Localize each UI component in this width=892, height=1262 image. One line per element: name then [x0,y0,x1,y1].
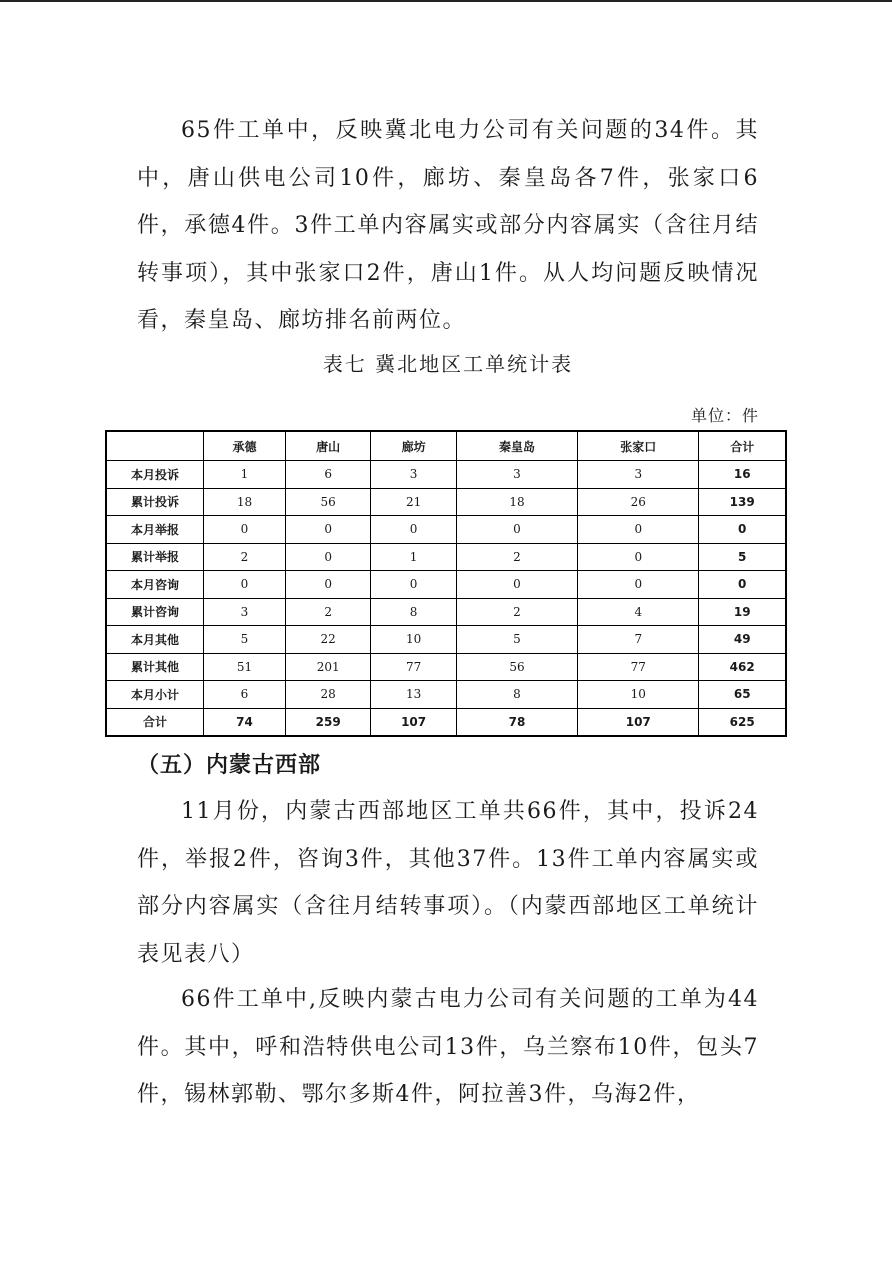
table-row [106,626,786,654]
table-cell: 201 [285,653,370,681]
table-cell: 10 [371,626,456,654]
table-cell: 0 [371,571,456,599]
table-cell: 3 [578,461,699,489]
table-cell: 13 [371,681,456,709]
table-cell: 259 [285,708,370,736]
table-cell: 74 [204,708,286,736]
table-cell: 6 [204,681,286,709]
table-cell: 2 [456,543,577,571]
header-cell-tangshan: 唐山 [285,431,370,461]
row-label: 本月小计 [106,681,204,709]
table-sum-row [106,708,786,736]
section-heading: （五）内蒙古西部 [137,753,322,778]
table-cell: 77 [371,653,456,681]
table-cell: 0 [456,516,577,544]
row-label: 累计咨询 [106,598,204,626]
row-total-cell: 0 [699,516,786,544]
header-cell-chengde: 承德 [204,431,286,461]
row-label: 合计 [106,708,204,736]
row-label: 本月投诉 [106,461,204,489]
row-label: 本月其他 [106,626,204,654]
row-total-cell: 65 [699,681,786,709]
table-cell: 5 [456,626,577,654]
table-cell: 21 [371,488,456,516]
table-header-row [106,431,786,461]
table-cell: 3 [371,461,456,489]
row-total-cell: 5 [699,543,786,571]
table-cell: 2 [285,598,370,626]
table-row [106,488,786,516]
table-cell: 1 [204,461,286,489]
table-cell: 6 [285,461,370,489]
table-cell: 56 [285,488,370,516]
table-cell: 56 [456,653,577,681]
row-label: 累计投诉 [106,488,204,516]
table-cell: 2 [204,543,286,571]
table-row [106,598,786,626]
table-cell: 0 [578,516,699,544]
table-row [106,653,786,681]
header-cell-langfang: 廊坊 [371,431,456,461]
header-cell-zhangjiakou: 张家口 [578,431,699,461]
table-row [106,571,786,599]
paragraph-neimeng-detail: 66件工单中,反映内蒙古电力公司有关问题的工单为44件。其中，呼和浩特供电公司13件，乌兰察布10件，包头7件，锡林郭勒、鄂尔多斯4件，阿拉善3件，乌海2件， [137,987,759,1107]
table-row [106,461,786,489]
table-cell: 0 [456,571,577,599]
table-cell: 0 [371,516,456,544]
table-cell: 0 [578,543,699,571]
table-cell: 10 [578,681,699,709]
table-cell: 77 [578,653,699,681]
paragraph-jibei-summary: 65件工单中，反映冀北电力公司有关问题的34件。其中，唐山供电公司10件，廊坊、秦皇岛各7件，张家口6件，承德4件。3件工单内容属实或部分内容属实（含往月结转事项），其中张家口2件，唐山1件。从人均问题反映情况看，秦皇岛、廊坊排名前两位。 [137,118,759,333]
page-top-border [0,0,892,2]
row-total-cell: 0 [699,571,786,599]
table-cell: 3 [204,598,286,626]
table-cell: 4 [578,598,699,626]
row-label: 本月举报 [106,516,204,544]
table-cell: 0 [285,516,370,544]
paragraph-neimeng-summary: 11月份，内蒙古西部地区工单共66件，其中，投诉24件，举报2件，咨询3件，其他37件。13件工单内容属实或部分内容属实（含往月结转事项）。（内蒙西部地区工单统计表见表八） [137,799,759,967]
table-cell: 2 [456,598,577,626]
row-total-cell: 462 [699,653,786,681]
table-cell: 107 [578,708,699,736]
table-cell: 26 [578,488,699,516]
table-cell: 7 [578,626,699,654]
table-cell: 8 [371,598,456,626]
table-cell: 1 [371,543,456,571]
table-cell: 0 [204,571,286,599]
table-cell: 0 [285,571,370,599]
statistics-table-container [105,430,787,737]
row-label: 累计其他 [106,653,204,681]
table-cell: 51 [204,653,286,681]
table-row [106,681,786,709]
table-cell: 18 [456,488,577,516]
header-cell-qinhuangdao: 秦皇岛 [456,431,577,461]
table-caption: 表七 冀北地区工单统计表 [322,352,574,376]
table-row [106,516,786,544]
table-cell: 5 [204,626,286,654]
jibei-statistics-table [105,430,787,737]
row-label: 累计举报 [106,543,204,571]
table-cell: 107 [371,708,456,736]
row-total-cell: 19 [699,598,786,626]
table-cell: 0 [204,516,286,544]
table-cell: 28 [285,681,370,709]
grand-total-cell: 625 [699,708,786,736]
row-total-cell: 16 [699,461,786,489]
table-cell: 78 [456,708,577,736]
row-total-cell: 49 [699,626,786,654]
table-cell: 8 [456,681,577,709]
row-total-cell: 139 [699,488,786,516]
table-row [106,543,786,571]
table-cell: 22 [285,626,370,654]
row-label: 本月咨询 [106,571,204,599]
header-cell-corner [106,431,204,461]
header-cell-total: 合计 [699,431,786,461]
table-cell: 3 [456,461,577,489]
table-cell: 0 [285,543,370,571]
table-cell: 0 [578,571,699,599]
table-unit-label: 单位：件 [690,406,759,425]
table-cell: 18 [204,488,286,516]
